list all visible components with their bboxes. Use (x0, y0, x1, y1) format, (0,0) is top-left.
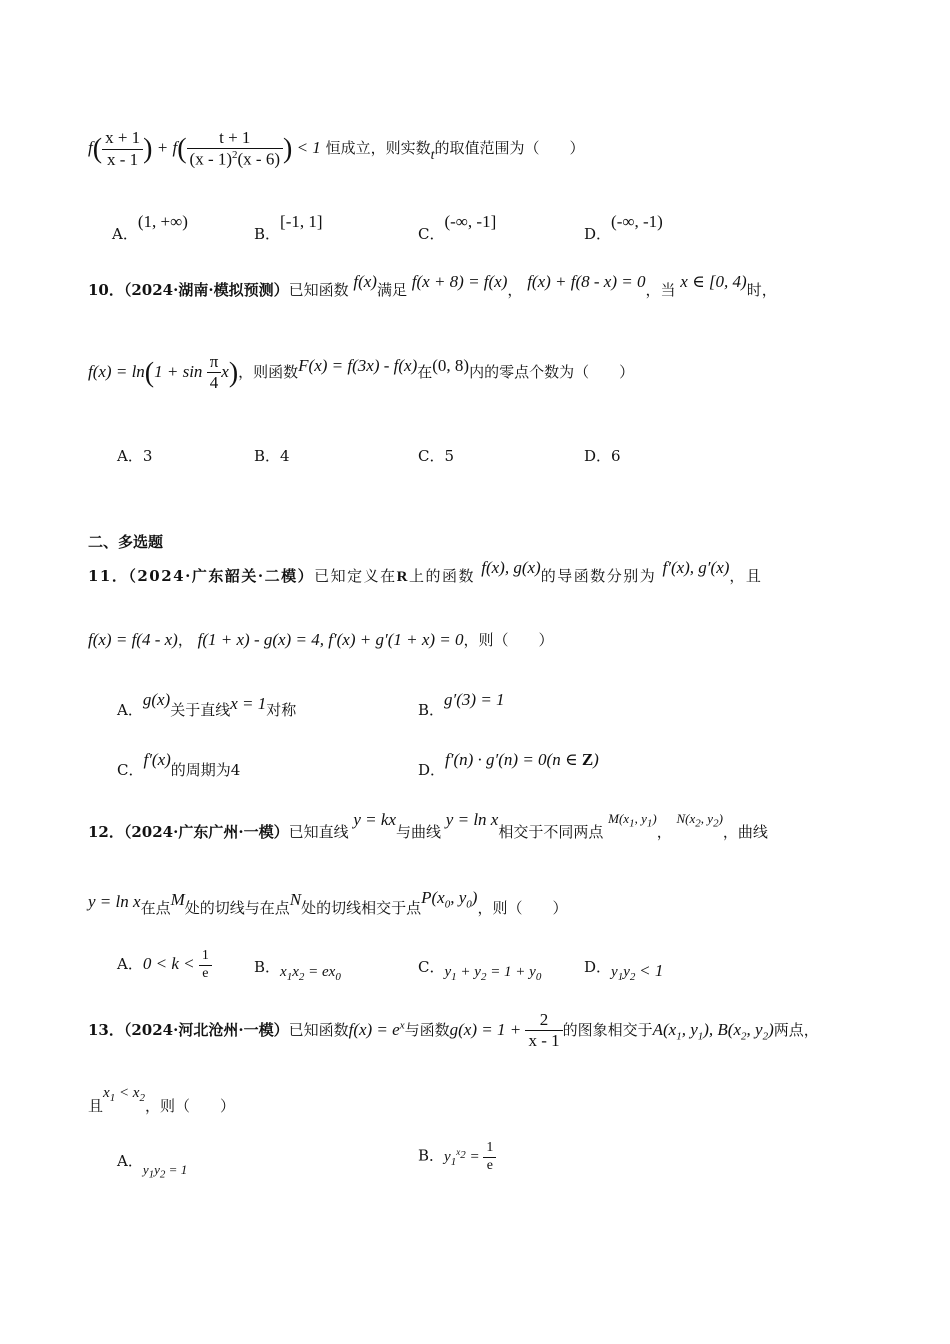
q11-number: 11． (88, 567, 129, 585)
q9-var-t: t (430, 148, 435, 164)
q10-number: 10． (88, 281, 124, 299)
q12-stem-line2: y = ln x在点M处的切线与在点N处的切线相交于点$P(x_0$, $y_0$)，则（ ） (88, 888, 568, 917)
q13-stem-line2: 且$x_1 < x_2$，则（ ） (88, 1085, 235, 1115)
q13-option-b[interactable]: B．$y_1^{x_2}$ = $\frac{1}{e}$ (418, 1140, 496, 1175)
q12-source: （2024·广东广州·一模） (123, 823, 289, 841)
q12-number: 12． (88, 823, 124, 841)
q9-tail-text: 的取值范围为（ ） (434, 139, 585, 158)
q11-option-c[interactable]: C．f′(x)的周期为4 (117, 750, 241, 779)
q12-option-b[interactable]: B．$x_1x_2 = ex_0$ (254, 958, 341, 983)
q11-source: （2024·广东韶关·二模） (128, 567, 315, 585)
q10-stem-line1: 10．（2024·湖南·模拟预测）已知函数 f(x)满足 f(x + 8) = f(x)， f(x) + f(8 - x) = 0，当 x ∈ [0, 4)时， (88, 272, 777, 299)
q10-source: （2024·湖南·模拟预测） (123, 281, 289, 299)
q13-source: （2024·河北沧州·一模） (123, 1020, 289, 1039)
q13-stem-line1: 13．（2024·河北沧州·一模）已知函数$f(x) = e^x$与函数g(x) = 1 + $\frac{2}{x - 1}$ 的图象相交于$A(x_1$, $y_1$), $B(x_2$, $y_2$)两点， (88, 1010, 819, 1051)
q9-option-a[interactable]: A．(1, +∞) (112, 212, 188, 243)
q9-option-c[interactable]: C．(-∞, -1] (418, 212, 497, 243)
q9-condition-line (88, 128, 585, 170)
q11-stem-line2: f(x) = f(4 - x)， f(1 + x) - g(x) = 4, f′(x) + g′(1 + x) = 0，则（ ） (88, 630, 554, 649)
q11-option-a[interactable]: A．g(x)关于直线x = 1对称 (117, 690, 297, 719)
q13-option-a[interactable]: A．$y_1y_2 = 1$ (117, 1152, 188, 1181)
section-title: 二、多选题 (88, 533, 164, 551)
q10-option-b[interactable]: B．4 (254, 447, 290, 465)
q9-inequality: f( $\frac{x + 1}{x - 1}$ ) + f( $\frac{t + 1}{(x - 1)^2(x - 6)}$ ) < 1 (88, 128, 321, 170)
q10-stem-line2: f(x) = ln(1 + sin $\frac{\pi}{4}$ x)，则函数F(x) = f(3x) - f(x)在(0, 8)内的零点个数为（ ） (88, 352, 635, 393)
q9-option-d[interactable]: D．(-∞, -1) (584, 212, 663, 243)
q11-option-b[interactable]: B．g′(3) = 1 (418, 690, 505, 719)
q10-option-d[interactable]: D．6 (584, 447, 621, 465)
q11-stem-line1: 11．（2024·广东韶关·二模）已知定义在R上的函数 f(x), g(x)的导函数分别为 f′(x), g′(x)，且 (88, 558, 763, 585)
q12-option-a[interactable]: A．0 < k < $\frac{1}{e}$ (117, 948, 212, 983)
q11-option-d[interactable]: D．f′(n) · g′(n) = 0(n ∈ Z) (418, 750, 599, 779)
q9-option-b[interactable]: B．[-1, 1] (254, 212, 323, 243)
q13-number: 13． (88, 1020, 124, 1039)
q12-option-c[interactable]: C．$y_1 + y_2 = 1 + y_0$ (418, 958, 542, 983)
q10-option-c[interactable]: C．5 (418, 447, 455, 465)
q10-option-a[interactable]: A．3 (117, 447, 153, 465)
q12-stem-line1: 12．（2024·广东广州·一模）已知直线 y = kx与曲线 y = ln x相交于不同两点 $M(x_1$, $y_1$)， $N(x_2$, $y_2$)，曲线 (88, 810, 768, 841)
q9-cont-text: 恒成立，则实数 (325, 139, 431, 158)
q12-option-d[interactable]: D．$y_1y_2 < 1$ (584, 958, 664, 983)
